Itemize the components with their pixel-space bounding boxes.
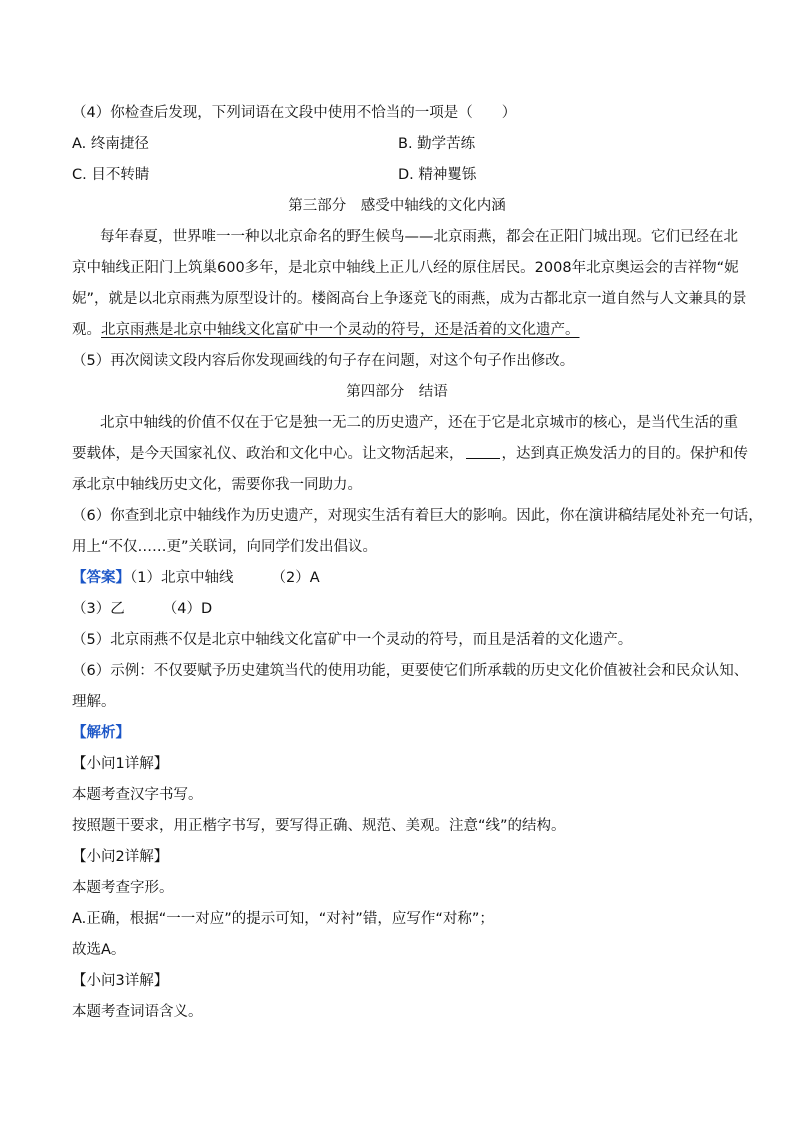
- sub3-title: 【小问3详解】: [72, 973, 169, 989]
- sub2-line-1: 本题考查字形。: [72, 880, 174, 896]
- part4-line-3: 承北京中轴线历史文化，需要你我一同助力。: [72, 477, 362, 493]
- answer-row-2: [72, 598, 732, 620]
- answer-1: （1）北京中轴线: [130, 570, 234, 586]
- option-c: C. 目不转睛: [72, 167, 150, 183]
- option-a: A. 终南捷径: [72, 136, 149, 152]
- part4-line-2-a: 要载体，是今天国家礼仪、政治和文化中心。让文物活起来，: [72, 446, 464, 462]
- part4-line-1: 北京中轴线的价值不仅在于它是独一无二的历史遗产，还在于它是北京城市的核心，是当代生活的重: [100, 415, 738, 431]
- answer-5: （5）北京雨燕不仅是北京中轴线文化富矿中一个灵动的符号，而且是活着的文化遗产。: [72, 632, 633, 648]
- answer-6-line-1: （6）示例：不仅要赋予历史建筑当代的使用功能，更要使它们所承载的历史文化价值被社会和民众认知、: [72, 663, 749, 679]
- part3-line-4: [72, 319, 732, 341]
- sub1-line-2: 按照题干要求，用正楷字书写，要写得正确、规范、美观。注意“线”的结构。: [72, 818, 566, 834]
- answer-row-1: [72, 567, 732, 589]
- question-5-stem: （5）再次阅读文段内容后你发现画线的句子存在问题，对这个句子作出修改。: [72, 353, 575, 369]
- part3-line-2: 京中轴线正阳门上筑巢600多年，是北京中轴线上正儿八经的原住居民。2008年北京奥运会的吉祥物“妮: [72, 260, 739, 276]
- underlined-sentence: 北京雨燕是北京中轴线文化富矿中一个灵动的符号，还是活着的文化遗产。: [101, 322, 580, 338]
- sub2-title: 【小问2详解】: [72, 849, 169, 865]
- question-6-line-1: （6）你查到北京中轴线作为历史遗产，对现实生活有着巨大的影响。因此，你在演讲稿结尾处补充一句话，: [72, 508, 763, 524]
- part3-heading: 第三部分 感受中轴线的文化内涵: [288, 198, 506, 214]
- part3-line-3: 妮”，就是以北京雨燕为原型设计的。楼阁高台上争逐竞飞的雨燕，成为古都北京一道自然与人文兼具的景: [72, 291, 747, 307]
- part3-line-1: 每年春夏，世界唯一一种以北京命名的野生候鸟——北京雨燕，都会在正阳门城出现。它们已经在北: [100, 229, 738, 245]
- part4-line-2: [72, 443, 748, 465]
- part3-line-4-plain: 观。: [72, 322, 101, 338]
- fill-blank: [466, 444, 500, 459]
- option-b: B. 勤学苦练: [398, 136, 476, 152]
- sub1-line-1: 本题考查汉字书写。: [72, 787, 203, 803]
- answer-tag: 【答案】: [72, 570, 130, 586]
- sub1-title: 【小问1详解】: [72, 756, 169, 772]
- answer-3: （3）乙: [72, 601, 125, 617]
- answer-4: （4）D: [162, 601, 213, 617]
- part4-line-2-b: ，达到真正焕发活力的目的。保护和传: [501, 446, 748, 462]
- question-4-stem: （4）你检查后发现，下列词语在文段中使用不恰当的一项是（ ）: [72, 105, 517, 121]
- answer-2: （2）A: [271, 570, 320, 586]
- sub3-line-1: 本题考查词语含义。: [72, 1004, 203, 1020]
- part4-heading: 第四部分 结语: [346, 384, 448, 400]
- question-6-line-2: 用上“不仅……更”关联词，向同学们发出倡议。: [72, 539, 378, 555]
- sub2-line-3: 故选A。: [72, 942, 126, 958]
- option-d: D. 精神矍铄: [398, 167, 477, 183]
- answer-6-line-2: 理解。: [72, 694, 116, 710]
- analysis-tag: 【解析】: [72, 725, 130, 741]
- sub2-line-2: A.正确，根据“一一对应”的提示可知，“对衬”错，应写作“对称”；: [72, 911, 494, 927]
